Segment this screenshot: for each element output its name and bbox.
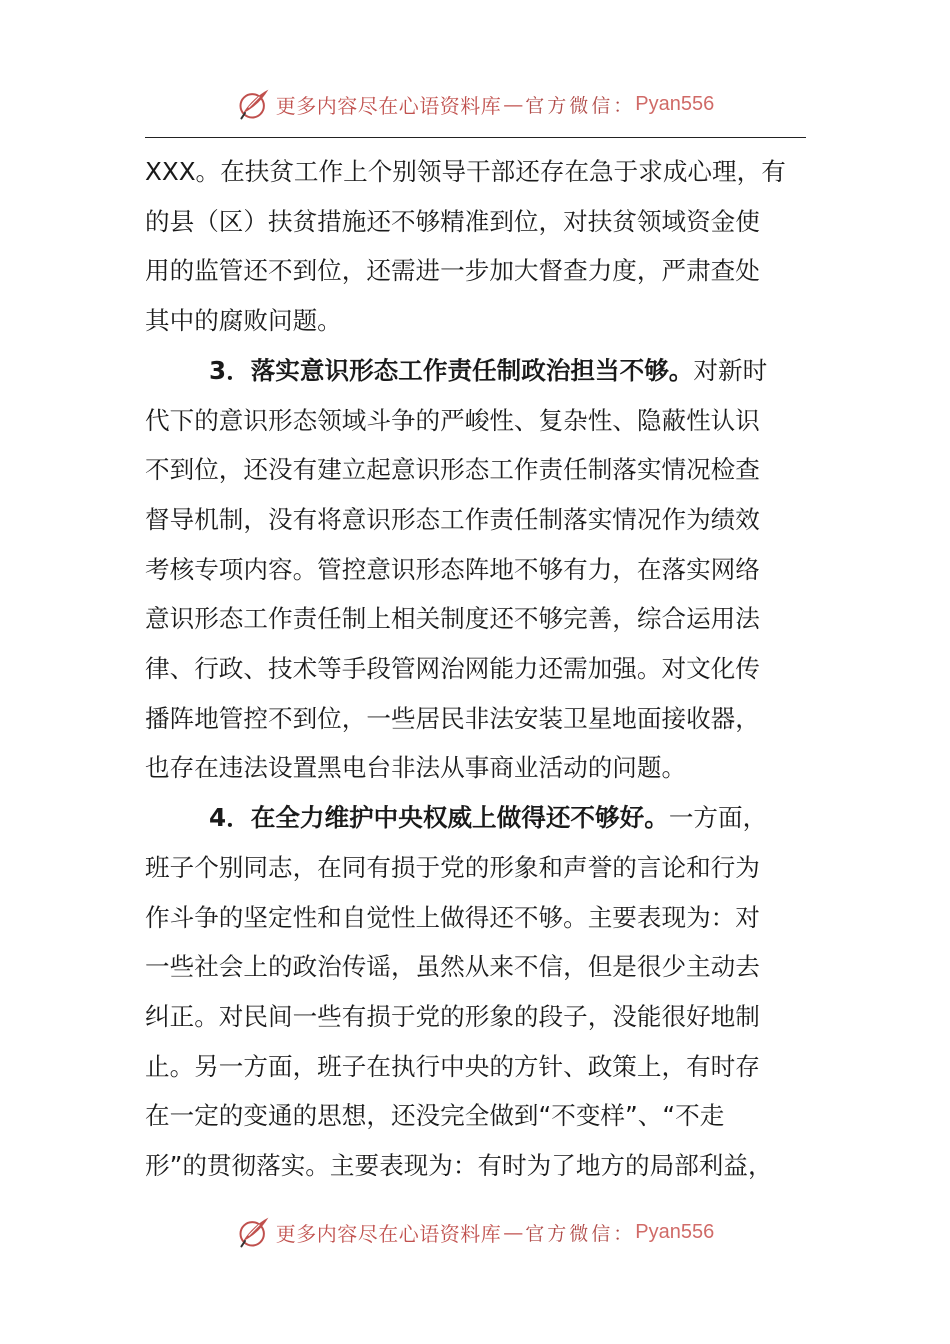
paragraph-3-line: 班子个别同志，在同有损于党的形象和声誉的言论和行为	[145, 852, 760, 882]
footer-banner-separator: —	[503, 1220, 524, 1244]
paragraph-2-line: 代下的意识形态领域斗争的严峻性、复杂性、隐蔽性认识	[145, 405, 760, 435]
footer-wechat-label: 官方微信：	[525, 1222, 636, 1245]
header-banner-text: 更多内容尽在心语资料库	[275, 93, 502, 118]
footer-banner-text: 更多内容尽在心语资料库	[275, 1221, 502, 1246]
header-wechat-id: Pyan556	[635, 92, 715, 115]
paragraph-2	[145, 346, 810, 793]
footer-wechat-id: Pyan556	[635, 1220, 715, 1243]
paragraph-3-first-line-rest: 一方面，	[668, 803, 768, 833]
footer-banner	[0, 1212, 950, 1252]
paragraph-1-line: 其中的腐败问题。	[145, 306, 342, 336]
header-banner-separator: —	[503, 92, 524, 116]
document-body	[145, 147, 810, 1191]
paragraph-2-heading: 3．落实意识形态工作责任制政治担当不够。	[209, 355, 694, 385]
paragraph-2-line: 考核专项内容。管控意识形态阵地不够有力，在落实网络	[145, 554, 760, 584]
paragraph-2-line: 律、行政、技术等手段管网治网能力还需加强。对文化传	[145, 654, 760, 684]
paragraph-1-line: 的县（区）扶贫措施还不够精准到位，对扶贫领域资金使	[145, 206, 760, 236]
paragraph-2-first-line	[145, 346, 810, 396]
paragraph-3	[145, 793, 810, 1191]
paragraph-3-line: 形”的贯彻落实。主要表现为：有时为了地方的局部利益，	[145, 1151, 773, 1181]
paragraph-2-line: 意识形态工作责任制上相关制度还不够完善，综合运用法	[145, 604, 760, 634]
header-wechat-label: 官方微信：	[525, 94, 636, 117]
paragraph-3-line: 在一定的变通的思想，还没完全做到“不变样”、“不走	[145, 1101, 725, 1131]
paragraph-2-line: 播阵地管控不到位，一些居民非法安装卫星地面接收器，	[145, 703, 760, 733]
paragraph-2-line: 不到位，还没有建立起意识形态工作责任制落实情况检查	[145, 455, 760, 485]
paragraph-3-line: 一些社会上的政治传谣，虽然从来不信，但是很少主动去	[145, 952, 760, 982]
paragraph-3-first-line	[145, 793, 810, 843]
paragraph-3-line: 止。另一方面，班子在执行中央的方针、政策上，有时存	[145, 1051, 760, 1081]
paragraph-3-heading: 4．在全力维护中央权威上做得还不够好。	[209, 803, 669, 833]
paragraph-3-line: 纠正。对民间一些有损于党的形象的段子，没能很好地制	[145, 1001, 760, 1031]
quill-pen-logo-icon	[236, 1214, 272, 1250]
quill-pen-logo-icon	[236, 86, 272, 122]
paragraph-1-line: 用的监管还不到位，还需进一步加大督查力度，严肃查处	[145, 256, 760, 286]
paragraph-2-line: 督导机制，没有将意识形态工作责任制落实情况作为绩效	[145, 504, 760, 534]
paragraph-1	[145, 147, 810, 346]
paragraph-2-first-line-rest: 对新时	[693, 355, 768, 385]
paragraph-3-line: 作斗争的坚定性和自觉性上做得还不够。主要表现为：对	[145, 902, 760, 932]
paragraph-2-line: 也存在违法设置黑电台非法从事商业活动的问题。	[145, 753, 687, 783]
header-divider	[145, 137, 806, 138]
paragraph-1-line: XXX。在扶贫工作上个别领导干部还存在急于求成心理，有	[145, 157, 786, 186]
header-banner	[0, 84, 950, 124]
